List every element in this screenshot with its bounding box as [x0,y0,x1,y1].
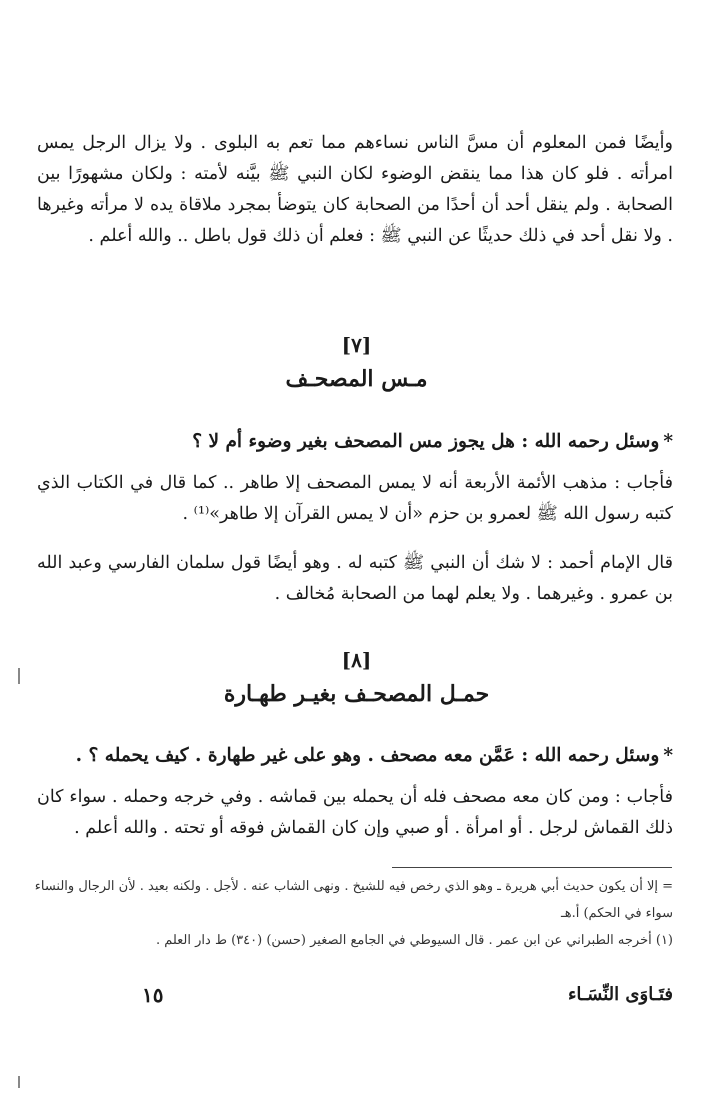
intro-paragraph: وأيضًا فمن المعلوم أن مسَّ الناس نساءهم مما تعم به البلوى . ولا يزال الرجل يمس امرأته . فلو كان هذا مما ينقض الوضوء لكان النبي ﷺ بيَّنه لأمته : ولكان مشهورًا بين الصحابة . ولم ينقل أحد أن أحدًا من الصحابة كان يتوضأ بمجرد ملاقاة يده لا مرأته وغيرها . ولا نقل أحد في ذلك حديثًا عن النبي ﷺ : فعلم أن ذلك قول باطل .. والله أعلم . [37,133,673,246]
footnote-1: (١) أخرجه الطبراني عن ابن عمر . قال السيوطي في الجامع الصغير (حسن) (٣٤٠) ط دار العلم . [155,933,673,948]
question-star-icon: * [663,431,673,452]
section-8-question [37,741,673,771]
running-footer-title: فتَـاوَى النِّسَـاء [567,984,673,1005]
margin-mark [18,1076,20,1088]
page-number: ١٥ [142,983,164,1007]
section-7-answer-2: قال الإمام أحمد : لا شك أن النبي ﷺ كتبه له . وهو أيضًا قول سلمان الفارسي وعبد الله بن عمرو . وغيرهما . ولا يعلم لهما من الصحابة مُخالف . [37,553,673,604]
section-8-answer: فأجاب : ومن كان معه مصحف فله أن يحمله بين قماشه . وفي خرجه وحمله . سواء كان ذلك القماش لرجل . أو امرأة . أو صبي وإن كان القماش فوقه أو تحته . والله أعلم . [37,787,673,838]
margin-mark [18,668,20,684]
section-7-answer-1: فأجاب : مذهب الأئمة الأربعة أنه لا يمس المصحف إلا طاهر .. كما قال في الكتاب الذي كتبه رسول الله ﷺ لعمرو بن حزم «أن لا يمس القرآن إلا طاهر»⁽¹⁾ . [37,473,673,524]
section-7-question [37,427,673,457]
question-star-icon: * [663,745,673,766]
section-7-title: مـس المصحـف [285,366,428,392]
section-7-number: [٧] [341,333,372,357]
section-7-question-text: وسئل رحمه الله : هل يجوز مس المصحف بغير وضوء أم لا ؟ [192,431,660,452]
footnote-divider [392,867,672,868]
section-8-title: حمـل المصحـف بغيـر طهـارة [223,681,490,707]
section-8-number: [٨] [341,648,372,672]
footnote-continued: = إلا أن يكون حديث أبي هريرة ـ وهو الذي رخص فيه للشيخ . ونهى الشاب عنه . لأجل . ولكنه بعيد . لأن الرجال والنساء سواء في الحكم) أ.هـ [34,879,673,921]
section-8-question-text: وسئل رحمه الله : عَمَّن معه مصحف . وهو على غير طهارة . كيف يحمله ؟ . [75,745,660,766]
